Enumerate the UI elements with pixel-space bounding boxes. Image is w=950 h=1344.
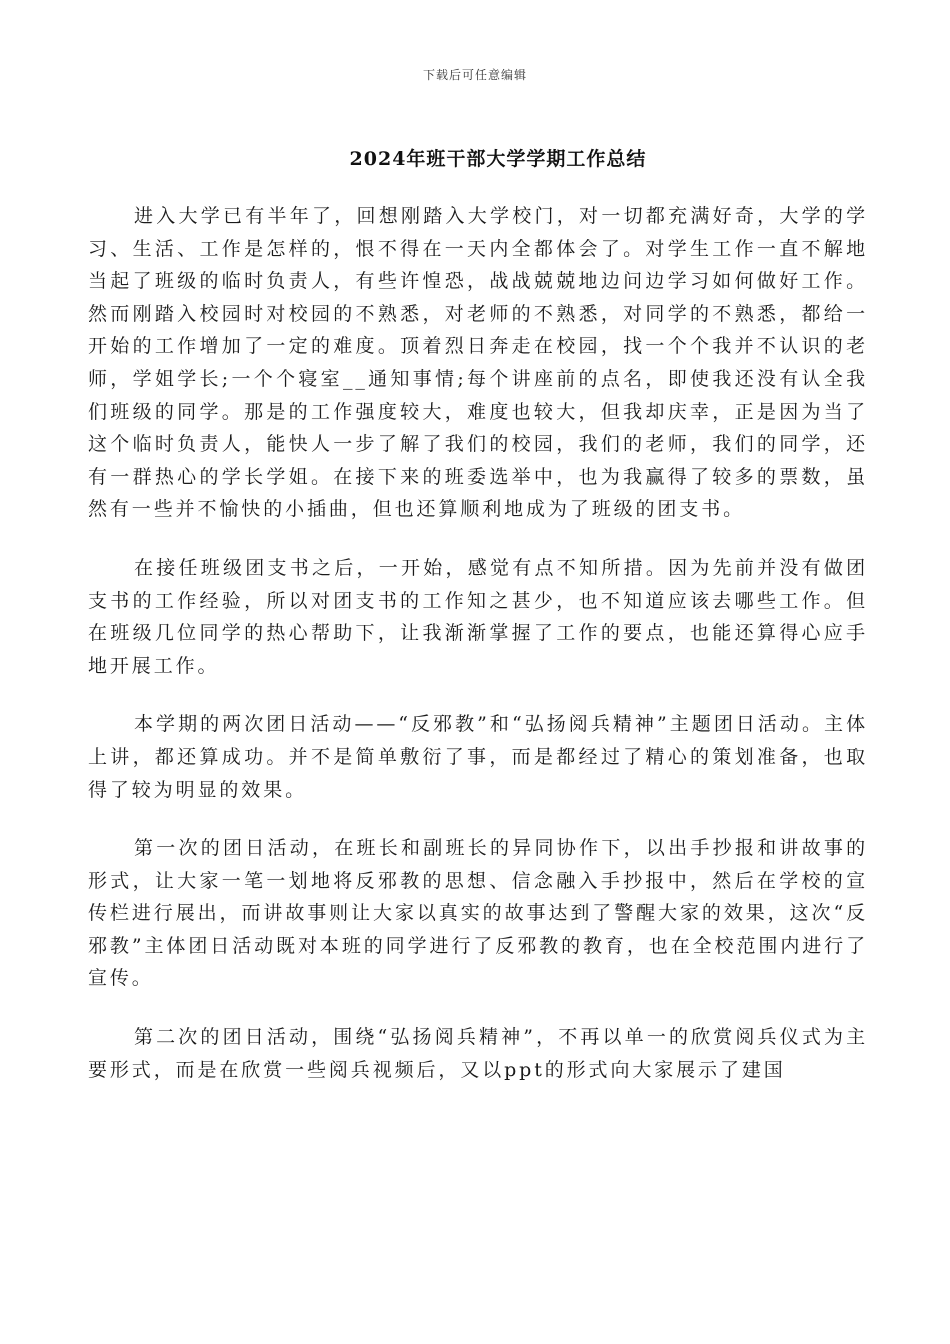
paragraph: 进入大学已有半年了，回想刚踏入大学校门，对一切都充满好奇，大学的学习、生活、工作是怎样的，恨不得在一天内全都体会了。对学生工作一直不解地当起了班级的临时负责人，有些许惶恐，战战兢兢地边问边学习如何做好工作。然而刚踏入校园时对校园的不熟悉，对老师的不熟悉，对同学的不熟悉，都给一开始的工作增加了一定的难度。顶着烈日奔走在校园，找一个个我并不认识的老师，学姐学长;一个个寝室__通知事情;每个讲座前的点名，即使我还没有认全我们班级的同学。那是的工作强度较大，难度也较大，但我却庆幸，正是因为当了这个临时负责人，能快人一步了解了我们的校园，我们的老师，我们的同学，还有一群热心的学长学姐。在接下来的班委选举中，也为我赢得了较多的票数，虽然有一些并不愉快的小插曲，但也还算顺利地成为了班级的团支书。 [88,205,868,521]
paragraph: 第一次的团日活动，在班长和副班长的异同协作下，以出手抄报和讲故事的形式，让大家一笔一划地将反邪教的思想、信念融入手抄报中，然后在学校的宣传栏进行展出，而讲故事则让大家以真实的故事达到了警醒大家的效果，这次“反邪教”主体团日活动既对本班的同学进行了反邪教的教育，也在全校范围内进行了宣传。 [88,837,868,990]
paragraph: 本学期的两次团日活动——“反邪教”和“弘扬阅兵精神”主题团日活动。主体上讲，都还算成功。并不是简单敷衍了事，而是都经过了精心的策划准备，也取得了较为明显的效果。 [88,713,868,801]
document-body [88,200,868,1086]
header-note: 下载后可任意编辑 [422,68,527,82]
paragraph: 在接任班级团支书之后，一开始，感觉有点不知所措。因为先前并没有做团支书的工作经验，所以对团支书的工作知之甚少，也不知道应该去哪些工作。但在班级几位同学的热心帮助下，让我渐渐掌握了工作的要点，也能还算得心应手地开展工作。 [88,556,868,677]
paragraph: 第二次的团日活动，围绕“弘扬阅兵精神”，不再以单一的欣赏阅兵仪式为主要形式，而是在欣赏一些阅兵视频后，又以ppt的形式向大家展示了建国 [88,1026,868,1081]
document-title: 2024年班干部大学学期工作总结 [349,148,647,170]
